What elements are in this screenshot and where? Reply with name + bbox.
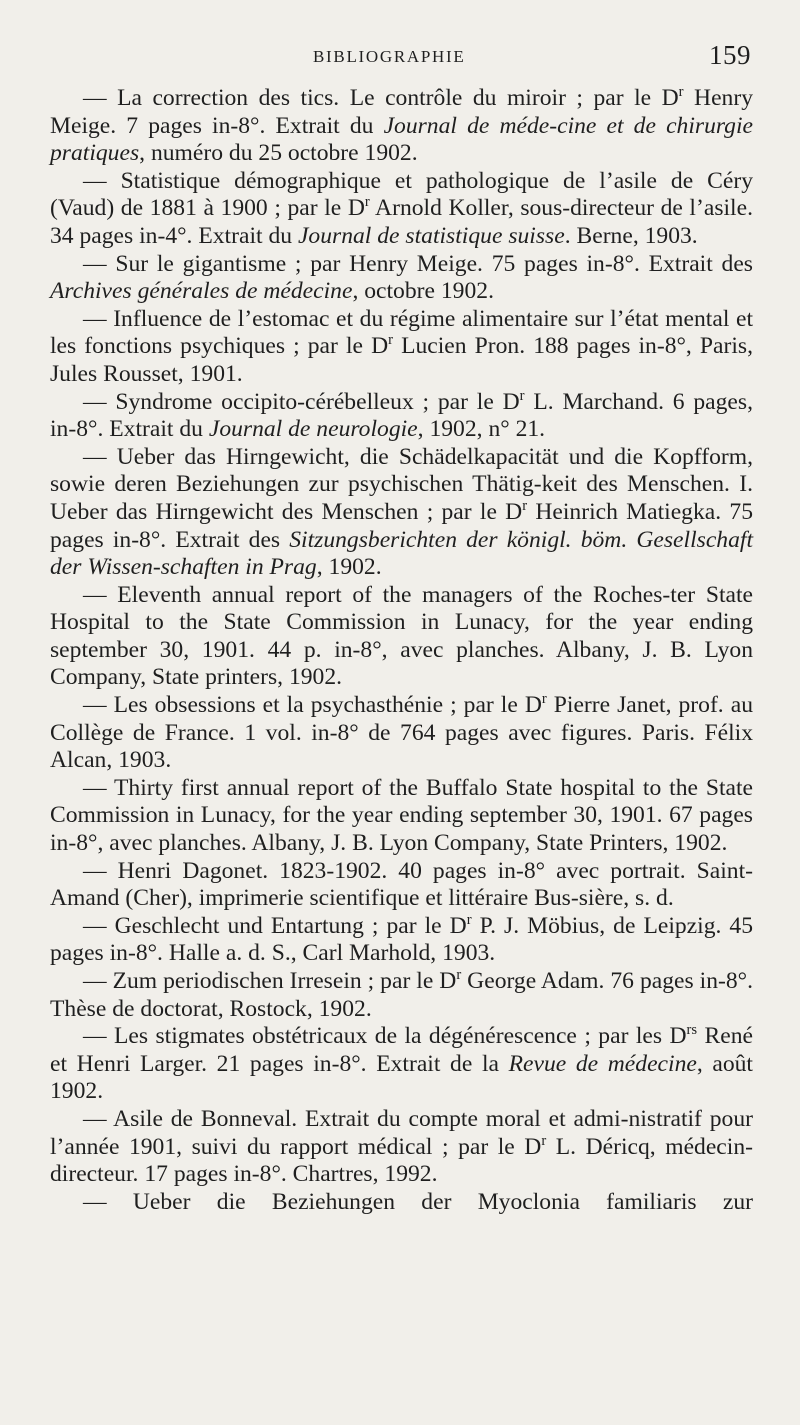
entry-superscript: r [466, 912, 472, 929]
bibliography-entry [50, 85, 753, 168]
bibliography-entry [50, 1106, 753, 1189]
entry-title-italic: Sitzungsberichten der königl. böm. Gesellschaft der Wissen-schaften in Prag [50, 526, 753, 581]
bibliography-entry [50, 692, 753, 775]
entry-title-italic: Revue de médecine [508, 1050, 697, 1077]
entry-text: Arnold Koller, sous-directeur de l’asile. 34 pages in-4°. Extrait du [50, 195, 753, 249]
entry-text: , numéro du 25 octobre 1902. [139, 140, 418, 167]
bibliography-entry [50, 1023, 753, 1106]
entry-text: Heinrich Matiegka. 75 pages in-8°. Extrait des [50, 498, 753, 553]
entry-superscript: r [541, 1132, 547, 1149]
entry-superscript: r [388, 332, 393, 349]
running-head: BIBLIOGRAPHIE [313, 47, 466, 66]
entry-text: — Les stigmates obstétricaux de la dégénérescence ; par les D [83, 1023, 687, 1050]
entry-text: , août 1902. [50, 1050, 753, 1105]
bibliography-entry [50, 389, 753, 444]
bibliography-entry [50, 251, 753, 306]
entry-superscript: r [364, 194, 370, 211]
bibliography-entry [50, 968, 753, 1023]
page-header [50, 42, 753, 86]
entry-superscript: rs [686, 1022, 698, 1039]
bibliography-list [50, 85, 753, 1216]
entry-text: Pierre Janet, prof. au Collège de France. 1 vol. in-8° de 764 pages avec figures. Paris. Félix Alcan, 1903. [50, 692, 753, 774]
bibliography-entry [50, 444, 753, 582]
entry-title-italic: Journal de neurologie [208, 416, 418, 443]
entry-text: — La correction des tics. Le contrôle du miroir ; par le D [83, 85, 679, 111]
entry-superscript: r [519, 387, 525, 404]
bibliography-entry [50, 1189, 753, 1217]
entry-title-italic: Journal de méde-cine et de chirurgie pratiques [50, 112, 753, 167]
entry-text: — Ueber die Beziehungen der Myoclonia familiaris zur [83, 1188, 753, 1215]
entry-text: Henry Meige. 7 pages in-8°. Extrait du [50, 85, 753, 139]
entry-text: Lucien Pron. 188 pages in-8°, Paris, Jules Rousset, 1901. [50, 333, 753, 387]
bibliography-entry [50, 913, 753, 968]
entry-superscript: r [522, 498, 528, 515]
entry-text: — Syndrome occipito-cérébelleux ; par le D [83, 388, 520, 415]
bibliography-entry [50, 858, 753, 913]
entry-text: — Ueber das Hirngewicht, die Schädelkapacität und die Kopfform, sowie deren Beziehungen zur psychischen Thätig-keit des Menschen. I. Ueber das Hirngewicht des Menschen ; par le D [50, 443, 753, 525]
entry-title-italic: Archives générales de médecine [50, 278, 353, 305]
entry-text: — Asile de Bonneval. Extrait du compte moral et admi-nistratif pour l’année 1901, suivi du rapport médical ; par le D [50, 1105, 753, 1160]
bibliography-entry [50, 168, 753, 251]
entry-text: , 1902, n° 21. [417, 416, 546, 443]
entry-text: — Influence de l’estomac et du régime alimentaire sur l’état mental et les fonctions psychiques ; par le D [50, 305, 753, 360]
entry-superscript: r [678, 84, 684, 101]
entry-text: P. J. Möbius, de Leipzig. 45 pages in-8°. Halle a. d. S., Carl Marhold, 1903. [50, 912, 754, 967]
entry-text: — Statistique démographique et pathologique de l’asile de Céry (Vaud) de 1881 à 1900 ; par le D [50, 167, 753, 222]
entry-text: , 1902. [316, 554, 382, 581]
entry-text: — Sur le gigantisme ; par Henry Meige. 75 pages in-8°. Extrait des [83, 250, 753, 277]
entry-text: — Eleventh annual report of the managers of the Roches-ter State Hospital to the State Commission in Lunacy, for the year ending september 30, 1901. 44 p. in-8°, avec planches. Albany, J. B. Lyon Company, State printers, 1902. [50, 581, 753, 691]
entry-text: — Zum periodischen Irresein ; par le D [83, 968, 457, 994]
entry-text: — Geschlecht und Entartung ; par le D [83, 912, 467, 939]
entry-superscript: r [541, 691, 547, 708]
entry-text: — Henri Dagonet. 1823-1902. 40 pages in-8° avec portrait. Saint-Amand (Cher), imprimerie scientifique et littéraire Bus-sière, s. d. [50, 857, 753, 912]
entry-text: L. Déricq, médecin-directeur. 17 pages in-8°. Chartres, 1992. [50, 1133, 753, 1188]
entry-superscript: r [456, 967, 462, 984]
bibliography-entry [50, 306, 753, 389]
entry-text: René et Henri Larger. 21 pages in-8°. Extrait de la [50, 1023, 753, 1077]
entry-text: L. Marchand. 6 pages, in-8°. Extrait du [50, 388, 753, 443]
entry-text: George Adam. 76 pages in-8°. Thèse de doctorat, Rostock, 1902. [50, 968, 753, 1022]
entry-text: . Berne, 1903. [564, 222, 698, 249]
entry-text: — Thirty first annual report of the Buffalo State hospital to the State Commission in Lunacy, for the year ending september 30, 1901. 67 pages in-8°, avec planches. Albany, J. B. Lyon Company, State Printers, 1902. [50, 774, 753, 857]
page-number: 159 [709, 40, 751, 70]
bibliography-entry [50, 775, 753, 858]
entry-title-italic: Journal de statistique suisse [297, 222, 565, 249]
entry-text: , octobre 1902. [352, 278, 494, 305]
entry-text: — Les obsessions et la psychasthénie ; par le D [83, 692, 542, 719]
bibliography-entry [50, 582, 753, 692]
